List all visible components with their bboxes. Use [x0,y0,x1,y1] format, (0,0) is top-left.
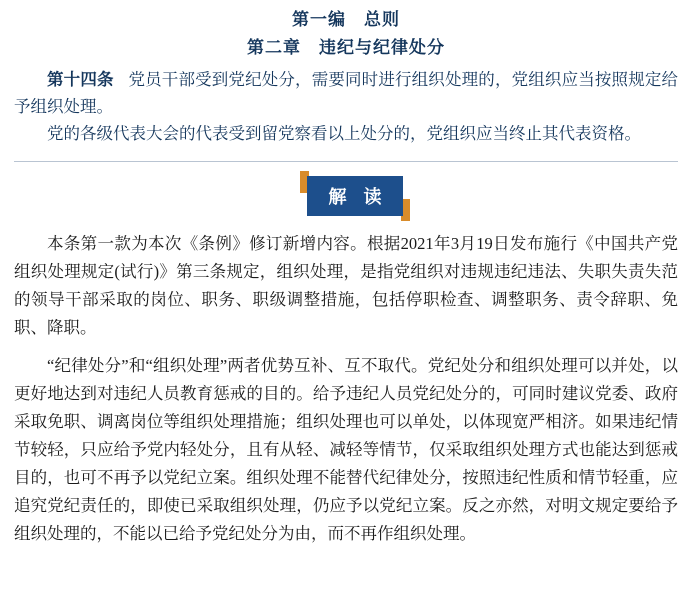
page-title-part: 第一编 总则 [292,10,400,29]
commentary-paragraph: 本条第一款为本次《条例》修订新增内容。根据2021年3月19日发布施行《中国共产党组织处理规定(试行)》第三条规定，组织处理，是指党组织对违规违纪违法、失职失责失范的领导干部采取的岗位、职务、职级调整措施，包括停职检查、调整职务、责令辞职、免职、降职。 [14,234,678,337]
divider-line [14,161,678,162]
article-text: 党的各级代表大会的代表受到留党察看以上处分的，党组织应当终止其代表资格。 [47,124,641,143]
page-title-chapter: 第二章 违纪与纪律处分 [247,38,445,57]
commentary-badge-row [14,176,678,218]
commentary-paragraph: “纪律处分”和“组织处理”两者优势互补、互不取代。党纪处分和组织处理可以并处，以更好地达到对违纪人员教育惩戒的目的。给予违纪人员党纪处分的，可同时建议党委、政府采取免职、调离岗位等组织处理措施；组织处理也可以单处，以体现宽严相济。如果违纪情节较轻，只应给予党内轻处分，且有从轻、减轻等情节，仅采取组织处理方式也能达到惩戒目的，也可不再予以党纪立案。组织处理不能替代纪律处分，按照违纪性质和情节轻重，应追究党纪责任的，即使已采取组织处理，仍应予以党纪立案。反之亦然，对明文规定要给予组织处理的，不能以已给予党纪处分为由，而不再作组织处理。 [14,356,678,543]
article-paragraph [14,66,678,120]
article-text: 党员干部受到党纪处分，需要同时进行组织处理的，党组织应当按照规定给予组织处理。 [14,70,679,116]
section-divider [14,161,678,162]
commentary-badge: 解 读 [307,176,403,216]
article-number: 第十四条 [47,70,114,89]
article-paragraph [14,120,678,147]
